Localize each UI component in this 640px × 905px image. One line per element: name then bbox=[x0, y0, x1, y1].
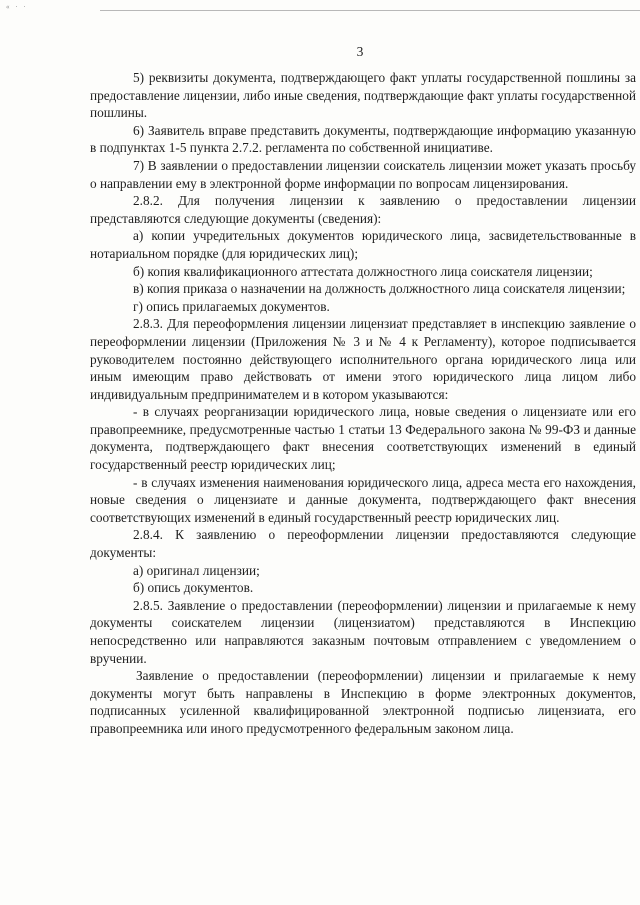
paragraph-item-5: 5) реквизиты документа, подтверждающего факт уплаты государственной пошлины за предоставление лицензии, либо иные сведения, подтверждающие факт уплаты государственной пошлины. bbox=[90, 70, 636, 121]
page-number: 3 bbox=[356, 44, 364, 59]
scan-mark: « · · bbox=[6, 3, 28, 11]
paragraph-2-8-4: 2.8.4. К заявлению о переоформлении лицензии предоставляются следующие документы: bbox=[90, 527, 636, 561]
paragraph-2-8-2-v: в) копия приказа о назначении на должность должностного лица соискателя лицензии; bbox=[133, 281, 626, 297]
paragraph-2-8-2: 2.8.2. Для получения лицензии к заявлению о предоставлении лицензии представляются следующие документы (сведения): bbox=[90, 193, 636, 226]
document-body bbox=[90, 69, 636, 738]
paragraph-2-8-2-g: г) опись прилагаемых документов. bbox=[133, 298, 330, 314]
paragraph-2-8-4-b: б) опись документов. bbox=[133, 580, 254, 596]
paragraph-2-8-5: 2.8.5. Заявление о предоставлении (переоформлении) лицензии и прилагаемые к нему документы соискателем лицензии (лицензиатом) представляются в Инспекцию непосредственно или направляются заказным почтовым отправлением с уведомлением о вручении. bbox=[90, 597, 636, 666]
paragraph-item-7: 7) В заявлении о предоставлении лицензии соискатель лицензии может указать просьбу о направлении ему в электронной форме информации по вопросам лицензирования. bbox=[90, 157, 636, 191]
paragraph-electronic-submission: Заявление о предоставлении (переоформлении) лицензии и прилагаемые к нему документы могут быть направлены в Инспекцию в форме электронных документов, подписанных усиленной квалифицированной электронной подписью лицензиата, его правопреемника или иного предусмотренного федеральным законом лица. bbox=[90, 668, 636, 736]
paragraph-item-6: 6) Заявитель вправе представить документы, подтверждающие информацию указанную в подпунктах 1-5 пункта 2.7.2. регламента по собственной инициативе. bbox=[90, 122, 636, 156]
paragraph-2-8-3-dash-1: - в случаях реорганизации юридического лица, новые сведения о лицензиате или его правопреемнике, предусмотренные частью 1 статьи 13 Федерального закона № 99-ФЗ и данные документа, подтверждающего факт внесения соответствующих изменений в единый государственный реестр юридических лиц; bbox=[90, 404, 636, 473]
paragraph-2-8-3: 2.8.3. Для переоформления лицензии лицензиат представляет в инспекцию заявление о переоформлении лицензии (Приложения № 3 и № 4 к Регламенту), которое подписывается руководителем постоянно действующего исполнительного органа юридического лица или иным имеющим право действовать от имени этого юридического лица лицом либо индивидуальным предпринимателем и в котором указываются: bbox=[90, 316, 636, 402]
paragraph-2-8-2-b: б) копия квалификационного аттестата должностного лица соискателя лицензии; bbox=[133, 263, 593, 279]
paragraph-2-8-3-dash-2: - в случаях изменения наименования юридического лица, адреса места его нахождения, новые сведения о лицензиате и данные документа, подтверждающего факт внесения соответствующих изменений в единый государственный реестр юридических лиц. bbox=[90, 474, 636, 525]
paragraph-2-8-4-a: а) оригинал лицензии; bbox=[133, 562, 260, 578]
top-rule bbox=[100, 10, 640, 11]
paragraph-2-8-2-a: а) копии учредительных документов юридического лица, засвидетельствованные в нотариальном порядке (для юридических лиц); bbox=[90, 228, 636, 261]
